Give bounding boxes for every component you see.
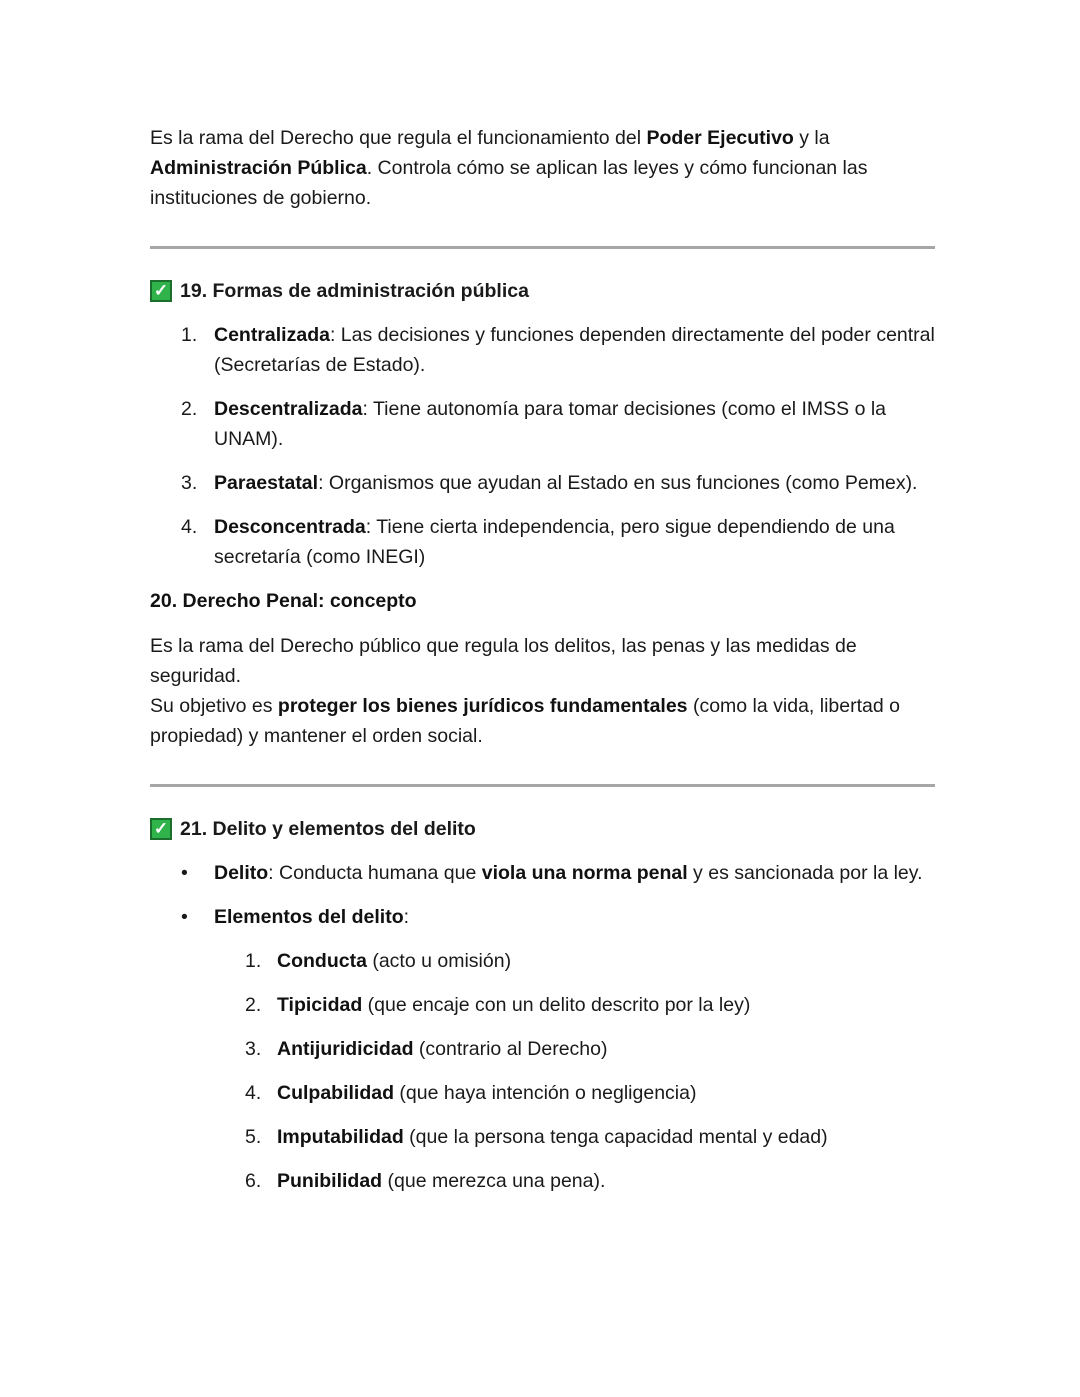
text: . Controla cómo se aplican las leyes y cómo funcionan las instituciones de gobierno.: [150, 157, 868, 209]
penal-paragraph-2: [150, 691, 935, 751]
list-item: [150, 1166, 935, 1196]
check-mark-icon: ✓: [150, 818, 172, 840]
text: : Conducta humana que: [268, 862, 482, 884]
text: y es sancionada por la ley.: [687, 862, 923, 884]
text: :: [403, 906, 410, 928]
text: : Tiene cierta independencia, pero sigue dependiendo de una secretaría (como INEGI): [214, 516, 895, 568]
list-item: [150, 320, 935, 380]
heading-text: 20. Derecho Penal: concepto: [150, 590, 417, 612]
text: Es la rama del Derecho que regula el funcionamiento del: [150, 127, 647, 149]
section-21-heading: [150, 814, 935, 844]
bold-text: Tipicidad: [277, 994, 363, 1016]
list-item: [150, 1122, 935, 1152]
penal-paragraph-1: Es la rama del Derecho público que regula los delitos, las penas y las medidas de seguridad.: [150, 635, 857, 687]
bold-text: Elementos del delito: [214, 906, 404, 928]
bold-text: Administración Pública: [150, 157, 367, 179]
list-item: [150, 990, 935, 1020]
bold-text: Culpabilidad: [277, 1082, 394, 1104]
heading-text: 19. Formas de administración pública: [180, 280, 529, 302]
check-mark-icon: ✓: [150, 280, 172, 302]
list-number: 6.: [245, 1170, 262, 1192]
list-item: [150, 1078, 935, 1108]
text: (como la vida, libertad o propiedad) y mantener el orden social.: [150, 695, 900, 747]
bold-text: Delito: [214, 862, 269, 884]
list-item: [150, 946, 935, 976]
bullet-icon: •: [181, 906, 188, 928]
list-number: 4.: [245, 1082, 262, 1104]
list-number: 3.: [245, 1038, 262, 1060]
list-item: [150, 468, 935, 498]
bold-text: Punibilidad: [277, 1170, 383, 1192]
list-number: 3.: [181, 472, 198, 494]
bullet-icon: •: [181, 862, 188, 884]
text: : Las decisiones y funciones dependen directamente del poder central (Secretarías de Estado).: [214, 324, 935, 376]
bold-text: Antijuridicidad: [277, 1038, 414, 1060]
list-number: 2.: [245, 994, 262, 1016]
list-item: [150, 858, 935, 888]
bold-text: viola una norma penal: [481, 862, 688, 884]
text: : Organismos que ayudan al Estado en sus funciones (como Pemex).: [318, 472, 918, 494]
text: (que merezca una pena).: [382, 1170, 606, 1192]
list-number: 1.: [181, 324, 198, 346]
divider: [150, 784, 935, 787]
text: (acto u omisión): [366, 950, 512, 972]
section-19-heading: [150, 276, 935, 306]
bold-text: proteger los bienes jurídicos fundamentales: [277, 695, 688, 717]
text: (que la persona tenga capacidad mental y edad): [403, 1126, 828, 1148]
divider: [150, 246, 935, 249]
administration-forms-list: [150, 320, 935, 572]
text: : Tiene autonomía para tomar decisiones (como el IMSS o la UNAM).: [214, 398, 887, 450]
delito-list: [150, 858, 935, 932]
text: (que haya intención o negligencia): [394, 1082, 697, 1104]
bold-text: Poder Ejecutivo: [646, 127, 794, 149]
list-number: 2.: [181, 398, 198, 420]
text: (que encaje con un delito descrito por la ley): [362, 994, 751, 1016]
bold-text: Paraestatal: [214, 472, 319, 494]
heading-text: 21. Delito y elementos del delito: [180, 818, 476, 840]
section-20-heading: [150, 586, 935, 616]
bold-text: Imputabilidad: [277, 1126, 404, 1148]
bold-text: Centralizada: [214, 324, 330, 346]
text: y la: [793, 127, 830, 149]
list-item: [150, 512, 935, 572]
list-item: [150, 394, 935, 454]
text: (contrario al Derecho): [413, 1038, 608, 1060]
list-number: 4.: [181, 516, 198, 538]
elementos-list: [150, 946, 935, 1196]
list-number: 1.: [245, 950, 262, 972]
list-number: 5.: [245, 1126, 262, 1148]
list-item: [150, 902, 935, 932]
bold-text: Desconcentrada: [214, 516, 366, 538]
bold-text: Descentralizada: [214, 398, 363, 420]
document-content: [150, 123, 935, 1196]
list-item: [150, 1034, 935, 1064]
text: Su objetivo es: [150, 695, 278, 717]
bold-text: Conducta: [277, 950, 367, 972]
intro-paragraph: [150, 123, 935, 213]
